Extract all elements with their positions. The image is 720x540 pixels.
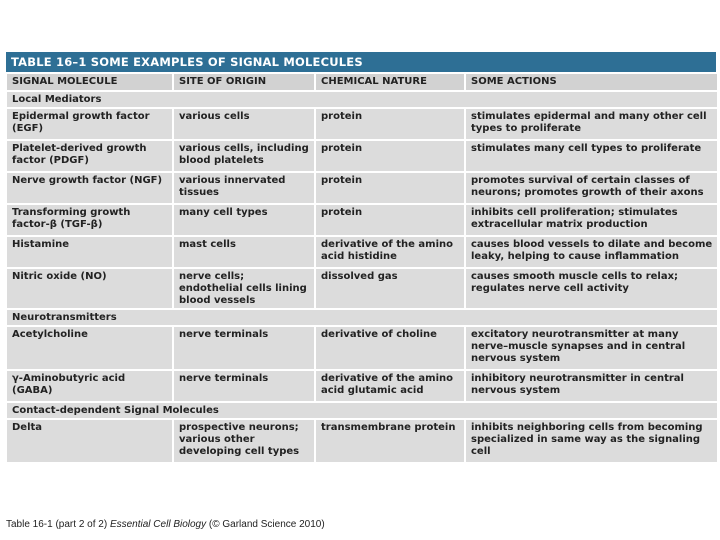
cell-chemical-nature: transmembrane protein: [316, 420, 464, 462]
cell-signal-molecule: γ-Aminobutyric acid (GABA): [7, 371, 172, 401]
cell-some-actions: promotes survival of certain classes of neurons; promotes growth of their axons: [466, 173, 717, 203]
caption-copyright: (© Garland Science 2010): [208, 519, 325, 530]
cell-signal-molecule: Delta: [7, 420, 172, 462]
table-title: TABLE 16–1 SOME EXAMPLES OF SIGNAL MOLECULES: [6, 52, 716, 72]
table-row: [7, 371, 717, 401]
section-row: [7, 403, 717, 418]
cell-signal-molecule: Platelet-derived growth factor (PDGF): [7, 141, 172, 171]
cell-site-of-origin: mast cells: [174, 237, 314, 267]
section-row: [7, 310, 717, 325]
cell-chemical-nature: protein: [316, 109, 464, 139]
header-chemical-nature: CHEMICAL NATURE: [316, 74, 464, 90]
section-heading: Contact-dependent Signal Molecules: [7, 403, 717, 418]
table-row: [7, 327, 717, 369]
table-row: [7, 173, 717, 203]
header-row: [7, 74, 717, 90]
cell-some-actions: excitatory neurotransmitter at many nerve–muscle synapses and in central nervous system: [466, 327, 717, 369]
cell-site-of-origin: various innervated tissues: [174, 173, 314, 203]
cell-chemical-nature: derivative of choline: [316, 327, 464, 369]
signal-molecules-table: [6, 52, 716, 474]
table-row: [7, 205, 717, 235]
section-heading: Local Mediators: [7, 92, 717, 107]
table-row: [7, 269, 717, 308]
cell-site-of-origin: prospective neurons; various other developing cell types: [174, 420, 314, 462]
cell-site-of-origin: many cell types: [174, 205, 314, 235]
cell-some-actions: inhibitory neurotransmitter in central nervous system: [466, 371, 717, 401]
cell-some-actions: causes smooth muscle cells to relax; regulates nerve cell activity: [466, 269, 717, 308]
cell-site-of-origin: various cells: [174, 109, 314, 139]
header-signal-molecule: SIGNAL MOLECULE: [7, 74, 172, 90]
cell-chemical-nature: protein: [316, 173, 464, 203]
cell-chemical-nature: dissolved gas: [316, 269, 464, 308]
cell-signal-molecule: Epidermal growth factor (EGF): [7, 109, 172, 139]
cell-chemical-nature: protein: [316, 205, 464, 235]
cell-site-of-origin: various cells, including blood platelets: [174, 141, 314, 171]
cell-some-actions: causes blood vessels to dilate and become leaky, helping to cause inflammation: [466, 237, 717, 267]
cell-some-actions: stimulates epidermal and many other cell types to proliferate: [466, 109, 717, 139]
cell-chemical-nature: derivative of the amino acid glutamic acid: [316, 371, 464, 401]
header-site-of-origin: SITE OF ORIGIN: [174, 74, 314, 90]
cell-some-actions: inhibits neighboring cells from becoming specialized in same way as the signaling cell: [466, 420, 717, 462]
cell-signal-molecule: Nitric oxide (NO): [7, 269, 172, 308]
caption-book-title: Essential Cell Biology: [109, 519, 207, 530]
cell-signal-molecule: Histamine: [7, 237, 172, 267]
table-row: [7, 109, 717, 139]
cell-some-actions: inhibits cell proliferation; stimulates extracellular matrix production: [466, 205, 717, 235]
cell-some-actions: stimulates many cell types to proliferate: [466, 141, 717, 171]
cell-signal-molecule: Transforming growth factor-β (TGF-β): [7, 205, 172, 235]
caption-prefix: Table 16-1 (part 2 of 2): [6, 519, 108, 530]
header-some-actions: SOME ACTIONS: [466, 74, 717, 90]
cell-chemical-nature: protein: [316, 141, 464, 171]
figure-caption: [6, 519, 325, 530]
cell-site-of-origin: nerve cells; endothelial cells lining blood vessels: [174, 269, 314, 308]
cell-signal-molecule: Acetylcholine: [7, 327, 172, 369]
table-row: [7, 141, 717, 171]
cell-site-of-origin: nerve terminals: [174, 371, 314, 401]
table-row: [7, 237, 717, 267]
section-row: [7, 92, 717, 107]
table-grid: [5, 72, 719, 464]
section-heading: Neurotransmitters: [7, 310, 717, 325]
cell-signal-molecule: Nerve growth factor (NGF): [7, 173, 172, 203]
table-body: [7, 92, 717, 462]
cell-site-of-origin: nerve terminals: [174, 327, 314, 369]
table-row: [7, 420, 717, 462]
cell-chemical-nature: derivative of the amino acid histidine: [316, 237, 464, 267]
